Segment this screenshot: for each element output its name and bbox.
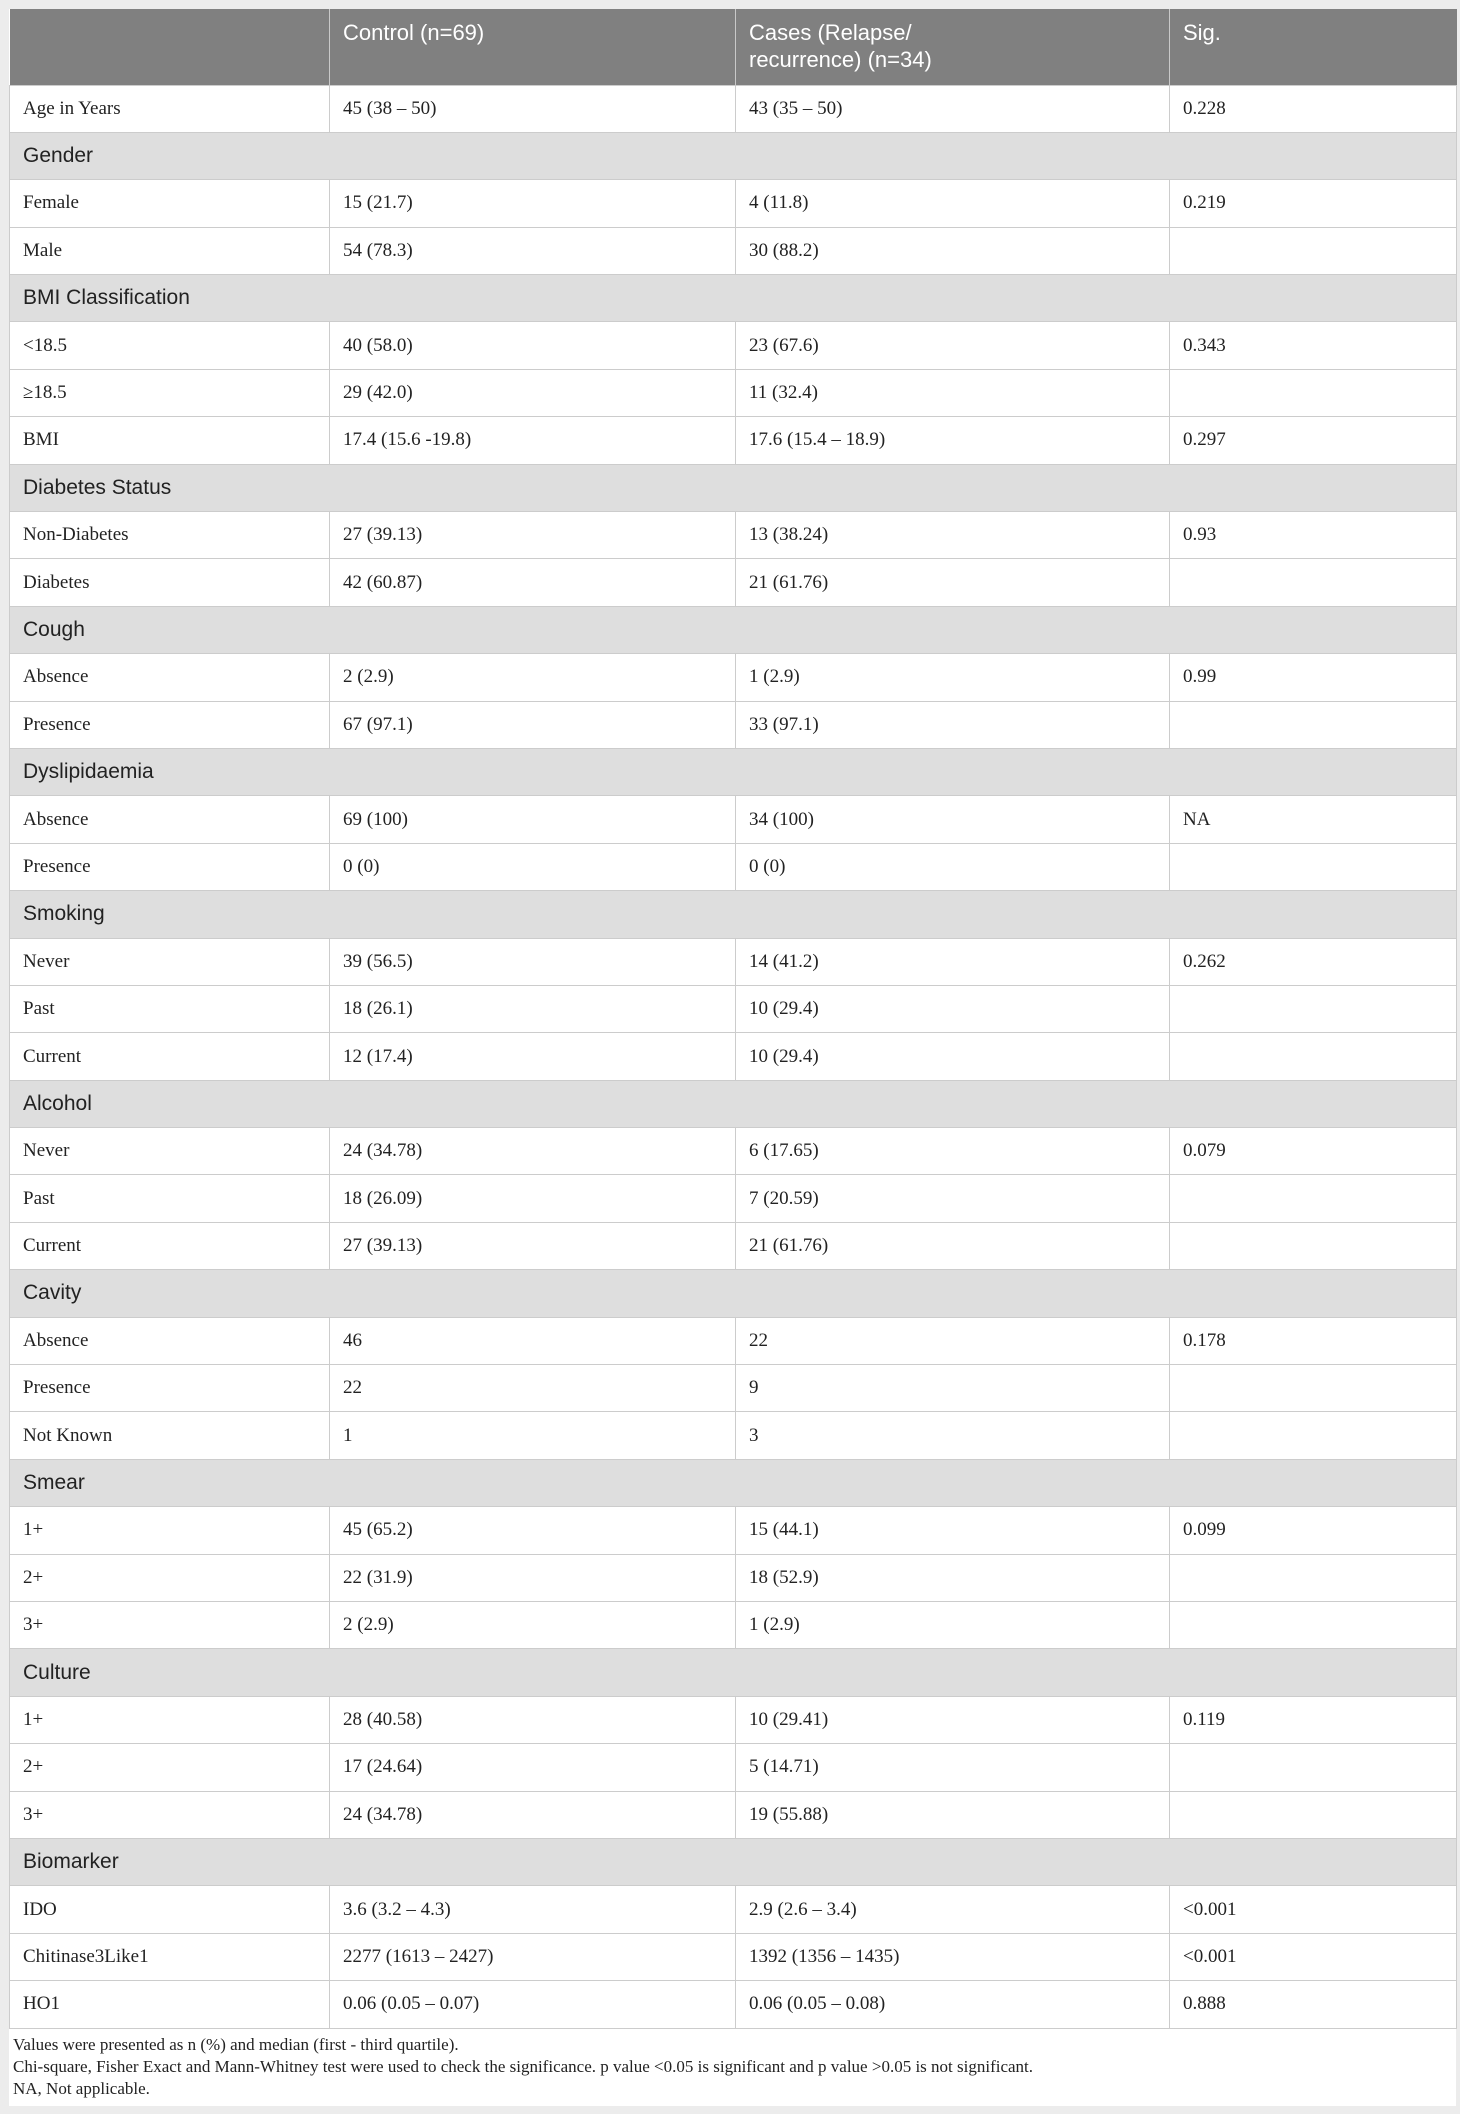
row-label: BMI bbox=[10, 417, 330, 464]
row-label: <18.5 bbox=[10, 322, 330, 369]
group-label: Gender bbox=[10, 132, 1457, 179]
control-value: 27 (39.13) bbox=[330, 1222, 736, 1269]
group-label: Alcohol bbox=[10, 1080, 1457, 1127]
sig-value: <0.001 bbox=[1170, 1886, 1457, 1933]
control-value: 17.4 (15.6 -19.8) bbox=[330, 417, 736, 464]
cases-value: 6 (17.65) bbox=[736, 1128, 1170, 1175]
sig-value bbox=[1170, 1554, 1457, 1601]
cases-value: 18 (52.9) bbox=[736, 1554, 1170, 1601]
group-header-row bbox=[10, 1649, 1457, 1696]
sig-value bbox=[1170, 1222, 1457, 1269]
table-row bbox=[10, 938, 1457, 985]
cases-value: 10 (29.4) bbox=[736, 985, 1170, 1032]
row-label: 1+ bbox=[10, 1507, 330, 1554]
data-table bbox=[9, 9, 1457, 2029]
table-row bbox=[10, 1886, 1457, 1933]
control-value: 2 (2.9) bbox=[330, 1602, 736, 1649]
row-label: Presence bbox=[10, 1365, 330, 1412]
sig-value: 0.343 bbox=[1170, 322, 1457, 369]
table-row bbox=[10, 1981, 1457, 2028]
table-row bbox=[10, 1696, 1457, 1743]
table-row bbox=[10, 322, 1457, 369]
group-label: Dyslipidaemia bbox=[10, 748, 1457, 795]
cases-value: 23 (67.6) bbox=[736, 322, 1170, 369]
sig-value bbox=[1170, 1175, 1457, 1222]
row-label: Current bbox=[10, 1222, 330, 1269]
header-sig: Sig. bbox=[1170, 9, 1457, 85]
control-value: 0 (0) bbox=[330, 843, 736, 890]
row-label: Diabetes bbox=[10, 559, 330, 606]
control-value: 22 (31.9) bbox=[330, 1554, 736, 1601]
cases-value: 43 (35 – 50) bbox=[736, 85, 1170, 132]
control-value: 28 (40.58) bbox=[330, 1696, 736, 1743]
row-label: IDO bbox=[10, 1886, 330, 1933]
sig-value: 0.99 bbox=[1170, 654, 1457, 701]
table-row bbox=[10, 1222, 1457, 1269]
table-row bbox=[10, 1507, 1457, 1554]
table-row bbox=[10, 559, 1457, 606]
sig-value: 0.119 bbox=[1170, 1696, 1457, 1743]
row-label: Male bbox=[10, 227, 330, 274]
group-header-row bbox=[10, 132, 1457, 179]
sig-value: 0.228 bbox=[1170, 85, 1457, 132]
cases-value: 1392 (1356 – 1435) bbox=[736, 1933, 1170, 1980]
sig-value bbox=[1170, 1791, 1457, 1838]
sig-value bbox=[1170, 1365, 1457, 1412]
group-label: Smear bbox=[10, 1459, 1457, 1506]
header-cases-line1: Cases (Relapse/ bbox=[749, 20, 912, 45]
header-blank bbox=[10, 9, 330, 85]
table-row bbox=[10, 1175, 1457, 1222]
table-row bbox=[10, 701, 1457, 748]
group-header-row bbox=[10, 1080, 1457, 1127]
table-row bbox=[10, 843, 1457, 890]
group-label: Cough bbox=[10, 606, 1457, 653]
cases-value: 21 (61.76) bbox=[736, 559, 1170, 606]
control-value: 67 (97.1) bbox=[330, 701, 736, 748]
control-value: 0.06 (0.05 – 0.07) bbox=[330, 1981, 736, 2028]
sig-value: 0.178 bbox=[1170, 1317, 1457, 1364]
row-label: 3+ bbox=[10, 1791, 330, 1838]
cases-value: 14 (41.2) bbox=[736, 938, 1170, 985]
sig-value: 0.099 bbox=[1170, 1507, 1457, 1554]
sig-value: 0.93 bbox=[1170, 512, 1457, 559]
row-label: Never bbox=[10, 1128, 330, 1175]
control-value: 2277 (1613 – 2427) bbox=[330, 1933, 736, 1980]
control-value: 18 (26.1) bbox=[330, 985, 736, 1032]
sig-value: 0.219 bbox=[1170, 180, 1457, 227]
row-label: Chitinase3Like1 bbox=[10, 1933, 330, 1980]
table-row bbox=[10, 796, 1457, 843]
row-label: Presence bbox=[10, 701, 330, 748]
header-row bbox=[10, 9, 1457, 85]
sig-value bbox=[1170, 701, 1457, 748]
control-value: 22 bbox=[330, 1365, 736, 1412]
footnote: Chi-square, Fisher Exact and Mann-Whitney test were used to check the significance. p value <0.05 is significant and p value >0.05 is not significant. bbox=[13, 2056, 1034, 2076]
cases-value: 13 (38.24) bbox=[736, 512, 1170, 559]
cases-value: 11 (32.4) bbox=[736, 369, 1170, 416]
group-header-row bbox=[10, 891, 1457, 938]
footnote: Values were presented as n (%) and median (first - third quartile). bbox=[13, 2034, 459, 2054]
group-header-row bbox=[10, 464, 1457, 511]
table-row bbox=[10, 1933, 1457, 1980]
group-label: Biomarker bbox=[10, 1838, 1457, 1885]
control-value: 24 (34.78) bbox=[330, 1791, 736, 1838]
sig-value: 0.297 bbox=[1170, 417, 1457, 464]
row-label: Age in Years bbox=[10, 85, 330, 132]
sig-value bbox=[1170, 843, 1457, 890]
sig-value bbox=[1170, 369, 1457, 416]
control-value: 54 (78.3) bbox=[330, 227, 736, 274]
row-label: Female bbox=[10, 180, 330, 227]
table-row bbox=[10, 1128, 1457, 1175]
table-document bbox=[9, 9, 1456, 2106]
row-label: Past bbox=[10, 1175, 330, 1222]
sig-value: 0.262 bbox=[1170, 938, 1457, 985]
cases-value: 4 (11.8) bbox=[736, 180, 1170, 227]
table-row bbox=[10, 1791, 1457, 1838]
table-row bbox=[10, 1365, 1457, 1412]
header-cases-line2: recurrence) (n=34) bbox=[749, 47, 932, 72]
row-label: Non-Diabetes bbox=[10, 512, 330, 559]
control-value: 40 (58.0) bbox=[330, 322, 736, 369]
control-value: 2 (2.9) bbox=[330, 654, 736, 701]
group-label: Diabetes Status bbox=[10, 464, 1457, 511]
group-header-row bbox=[10, 1270, 1457, 1317]
cases-value: 9 bbox=[736, 1365, 1170, 1412]
footnote: NA, Not applicable. bbox=[13, 2078, 150, 2098]
table-row bbox=[10, 1033, 1457, 1080]
row-label: 3+ bbox=[10, 1602, 330, 1649]
row-label: Absence bbox=[10, 1317, 330, 1364]
sig-value bbox=[1170, 985, 1457, 1032]
cases-value: 5 (14.71) bbox=[736, 1744, 1170, 1791]
row-label: Past bbox=[10, 985, 330, 1032]
cases-value: 10 (29.4) bbox=[736, 1033, 1170, 1080]
row-label: Absence bbox=[10, 796, 330, 843]
cases-value: 3 bbox=[736, 1412, 1170, 1459]
cases-value: 34 (100) bbox=[736, 796, 1170, 843]
table-row bbox=[10, 512, 1457, 559]
control-value: 46 bbox=[330, 1317, 736, 1364]
control-value: 18 (26.09) bbox=[330, 1175, 736, 1222]
control-value: 17 (24.64) bbox=[330, 1744, 736, 1791]
sig-value: 0.079 bbox=[1170, 1128, 1457, 1175]
row-label: 2+ bbox=[10, 1744, 330, 1791]
row-label: Never bbox=[10, 938, 330, 985]
header-cases bbox=[736, 9, 1170, 85]
cases-value: 21 (61.76) bbox=[736, 1222, 1170, 1269]
cases-value: 33 (97.1) bbox=[736, 701, 1170, 748]
control-value: 12 (17.4) bbox=[330, 1033, 736, 1080]
sig-value bbox=[1170, 1412, 1457, 1459]
control-value: 45 (65.2) bbox=[330, 1507, 736, 1554]
cases-value: 30 (88.2) bbox=[736, 227, 1170, 274]
sig-value: NA bbox=[1170, 796, 1457, 843]
sig-value bbox=[1170, 227, 1457, 274]
control-value: 24 (34.78) bbox=[330, 1128, 736, 1175]
control-value: 39 (56.5) bbox=[330, 938, 736, 985]
table-row bbox=[10, 417, 1457, 464]
sig-value: 0.888 bbox=[1170, 1981, 1457, 2028]
sig-value: <0.001 bbox=[1170, 1933, 1457, 1980]
control-value: 27 (39.13) bbox=[330, 512, 736, 559]
group-header-row bbox=[10, 1838, 1457, 1885]
table-row bbox=[10, 227, 1457, 274]
cases-value: 10 (29.41) bbox=[736, 1696, 1170, 1743]
header-control: Control (n=69) bbox=[330, 9, 736, 85]
table-body bbox=[10, 85, 1457, 2028]
control-value: 3.6 (3.2 – 4.3) bbox=[330, 1886, 736, 1933]
table-row bbox=[10, 1744, 1457, 1791]
group-label: Culture bbox=[10, 1649, 1457, 1696]
cases-value: 1 (2.9) bbox=[736, 654, 1170, 701]
row-label: HO1 bbox=[10, 1981, 330, 2028]
cases-value: 0 (0) bbox=[736, 843, 1170, 890]
group-label: Smoking bbox=[10, 891, 1457, 938]
sig-value bbox=[1170, 1744, 1457, 1791]
control-value: 29 (42.0) bbox=[330, 369, 736, 416]
row-label: ≥18.5 bbox=[10, 369, 330, 416]
table-row bbox=[10, 180, 1457, 227]
control-value: 15 (21.7) bbox=[330, 180, 736, 227]
row-label: Absence bbox=[10, 654, 330, 701]
table-row bbox=[10, 85, 1457, 132]
table-row bbox=[10, 1317, 1457, 1364]
group-label: Cavity bbox=[10, 1270, 1457, 1317]
control-value: 69 (100) bbox=[330, 796, 736, 843]
row-label: Presence bbox=[10, 843, 330, 890]
table-row bbox=[10, 985, 1457, 1032]
control-value: 45 (38 – 50) bbox=[330, 85, 736, 132]
footnotes bbox=[9, 2029, 1456, 2106]
control-value: 42 (60.87) bbox=[330, 559, 736, 606]
group-header-row bbox=[10, 275, 1457, 322]
sig-value bbox=[1170, 1602, 1457, 1649]
row-label: 1+ bbox=[10, 1696, 330, 1743]
control-value: 1 bbox=[330, 1412, 736, 1459]
group-label: BMI Classification bbox=[10, 275, 1457, 322]
group-header-row bbox=[10, 606, 1457, 653]
row-label: 2+ bbox=[10, 1554, 330, 1601]
cases-value: 19 (55.88) bbox=[736, 1791, 1170, 1838]
group-header-row bbox=[10, 1459, 1457, 1506]
cases-value: 7 (20.59) bbox=[736, 1175, 1170, 1222]
table-row bbox=[10, 1602, 1457, 1649]
cases-value: 1 (2.9) bbox=[736, 1602, 1170, 1649]
cases-value: 15 (44.1) bbox=[736, 1507, 1170, 1554]
row-label: Not Known bbox=[10, 1412, 330, 1459]
cases-value: 2.9 (2.6 – 3.4) bbox=[736, 1886, 1170, 1933]
sig-value bbox=[1170, 559, 1457, 606]
cases-value: 0.06 (0.05 – 0.08) bbox=[736, 1981, 1170, 2028]
table-row bbox=[10, 654, 1457, 701]
group-header-row bbox=[10, 748, 1457, 795]
table-row bbox=[10, 369, 1457, 416]
table-row bbox=[10, 1412, 1457, 1459]
row-label: Current bbox=[10, 1033, 330, 1080]
table-row bbox=[10, 1554, 1457, 1601]
cases-value: 22 bbox=[736, 1317, 1170, 1364]
cases-value: 17.6 (15.4 – 18.9) bbox=[736, 417, 1170, 464]
sig-value bbox=[1170, 1033, 1457, 1080]
